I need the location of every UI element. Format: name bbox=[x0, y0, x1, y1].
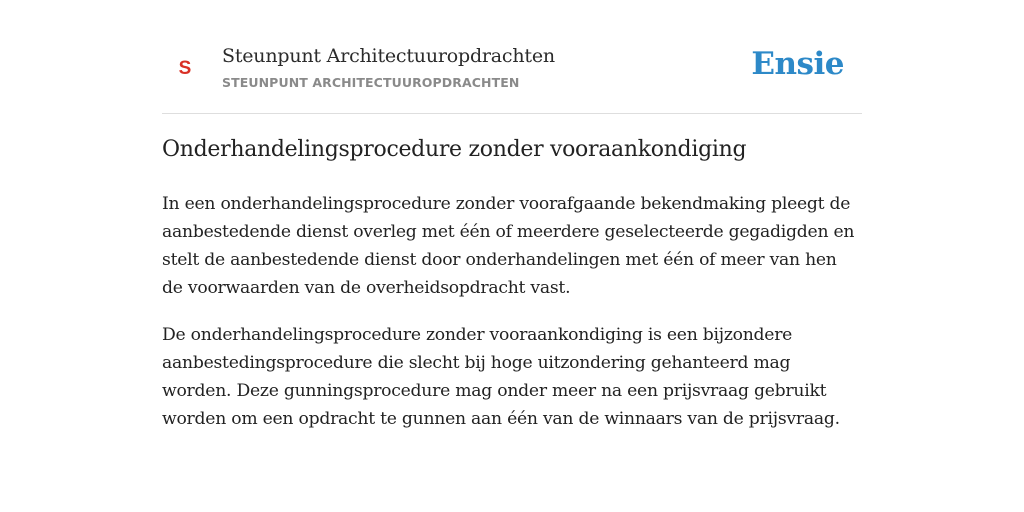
article-paragraph: In een onderhandelingsprocedure zonder voorafgaande bekendmaking pleegt de aanbestedende dienst overleg met één of meerdere geselecteerde gegadigden en stelt de aanbestedende dienst door onderhandelingen met één of meer van hen de voorwaarden van de overheidsopdracht vast. bbox=[162, 194, 855, 298]
content-card bbox=[162, 0, 862, 429]
source-avatar: S bbox=[178, 58, 192, 79]
page-title: Onderhandelingsprocedure zonder vooraankondiging bbox=[162, 137, 747, 162]
article-paragraph: De onderhandelingsprocedure zonder vooraankondiging is een bijzondere aanbestedingsprocedure die slecht bij hoge uitzondering gehanteerd mag worden. Deze gunningsprocedure mag onder meer na een prijsvraag gebruikt worden om een opdracht te gunnen aan één van de winnaars van de prijsvraag. bbox=[162, 325, 840, 429]
source-header bbox=[162, 0, 862, 114]
source-subtitle: STEUNPUNT ARCHITECTUUROPDRACHTEN bbox=[222, 75, 520, 90]
brand-logo[interactable]: Ensie bbox=[751, 46, 844, 82]
source-name: Steunpunt Architectuuropdrachten bbox=[222, 45, 555, 67]
